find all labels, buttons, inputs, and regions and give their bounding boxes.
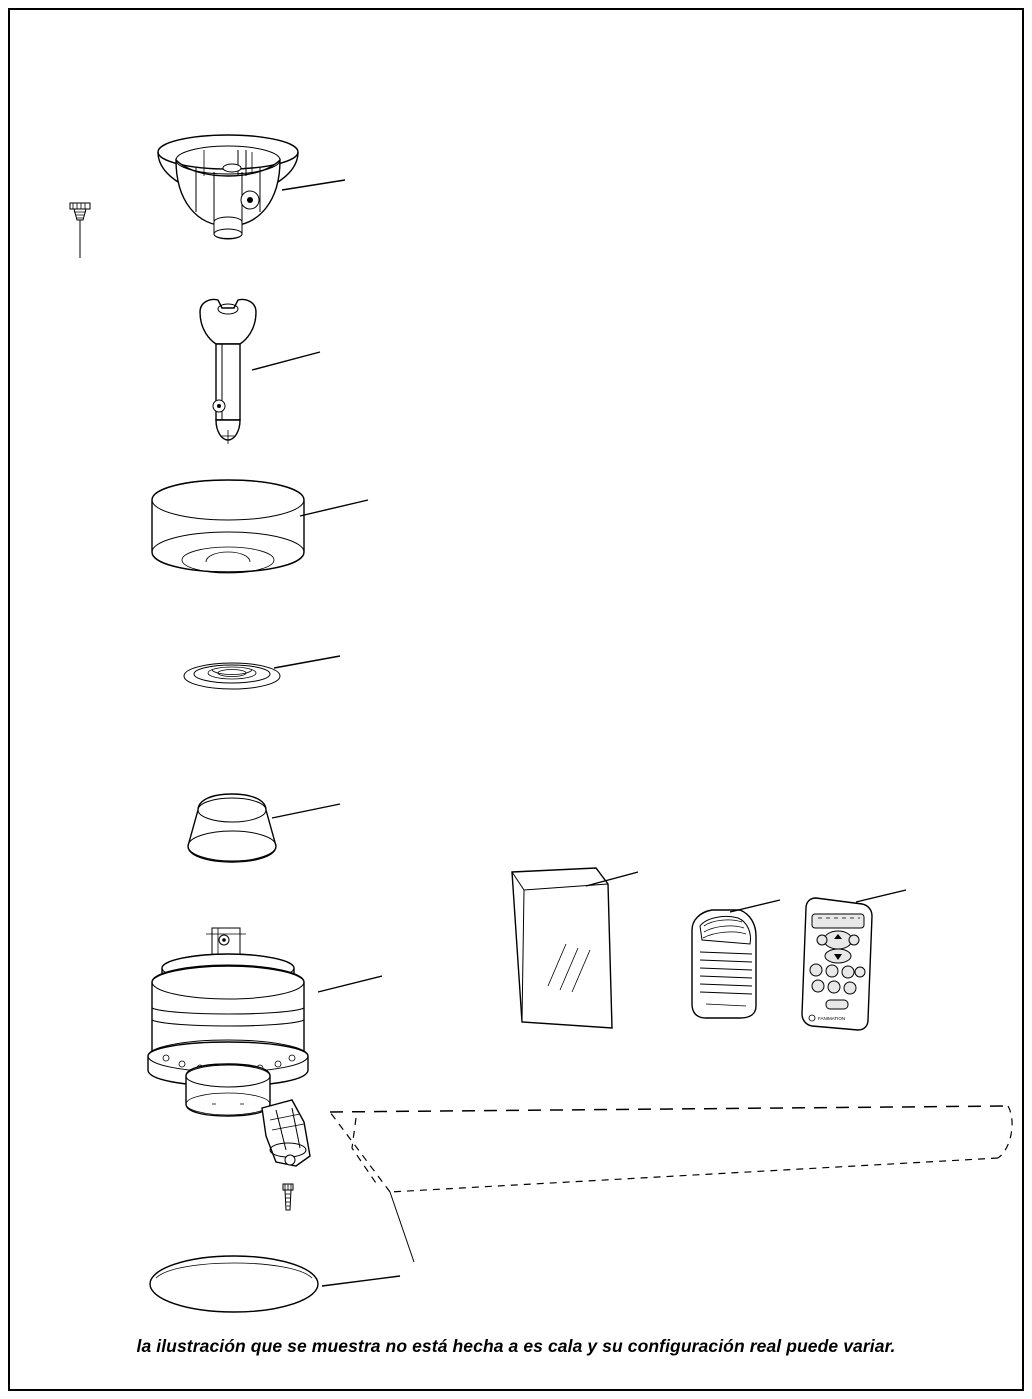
mounting-bracket-part: [158, 135, 345, 239]
bag-part: [512, 868, 638, 1028]
remote-part: [802, 890, 906, 1030]
blade-part: [330, 1106, 1012, 1262]
canopy-ring-part: [184, 656, 340, 689]
remote-brand: FANIMATION: [818, 1016, 846, 1021]
receiver-part: [692, 900, 780, 1018]
canopy-part: [152, 480, 368, 573]
coupling-cover-part: [188, 794, 340, 862]
figure-caption: la ilustración que se muestra no está hecha a es cala y su configuración real puede variar.: [136, 1336, 896, 1356]
downrod-part: [200, 300, 320, 445]
blade-bracket-part: [262, 1100, 310, 1210]
motor-housing-part: [148, 928, 382, 1116]
screw-part: [70, 203, 90, 258]
light-glass-part: [150, 1256, 400, 1312]
